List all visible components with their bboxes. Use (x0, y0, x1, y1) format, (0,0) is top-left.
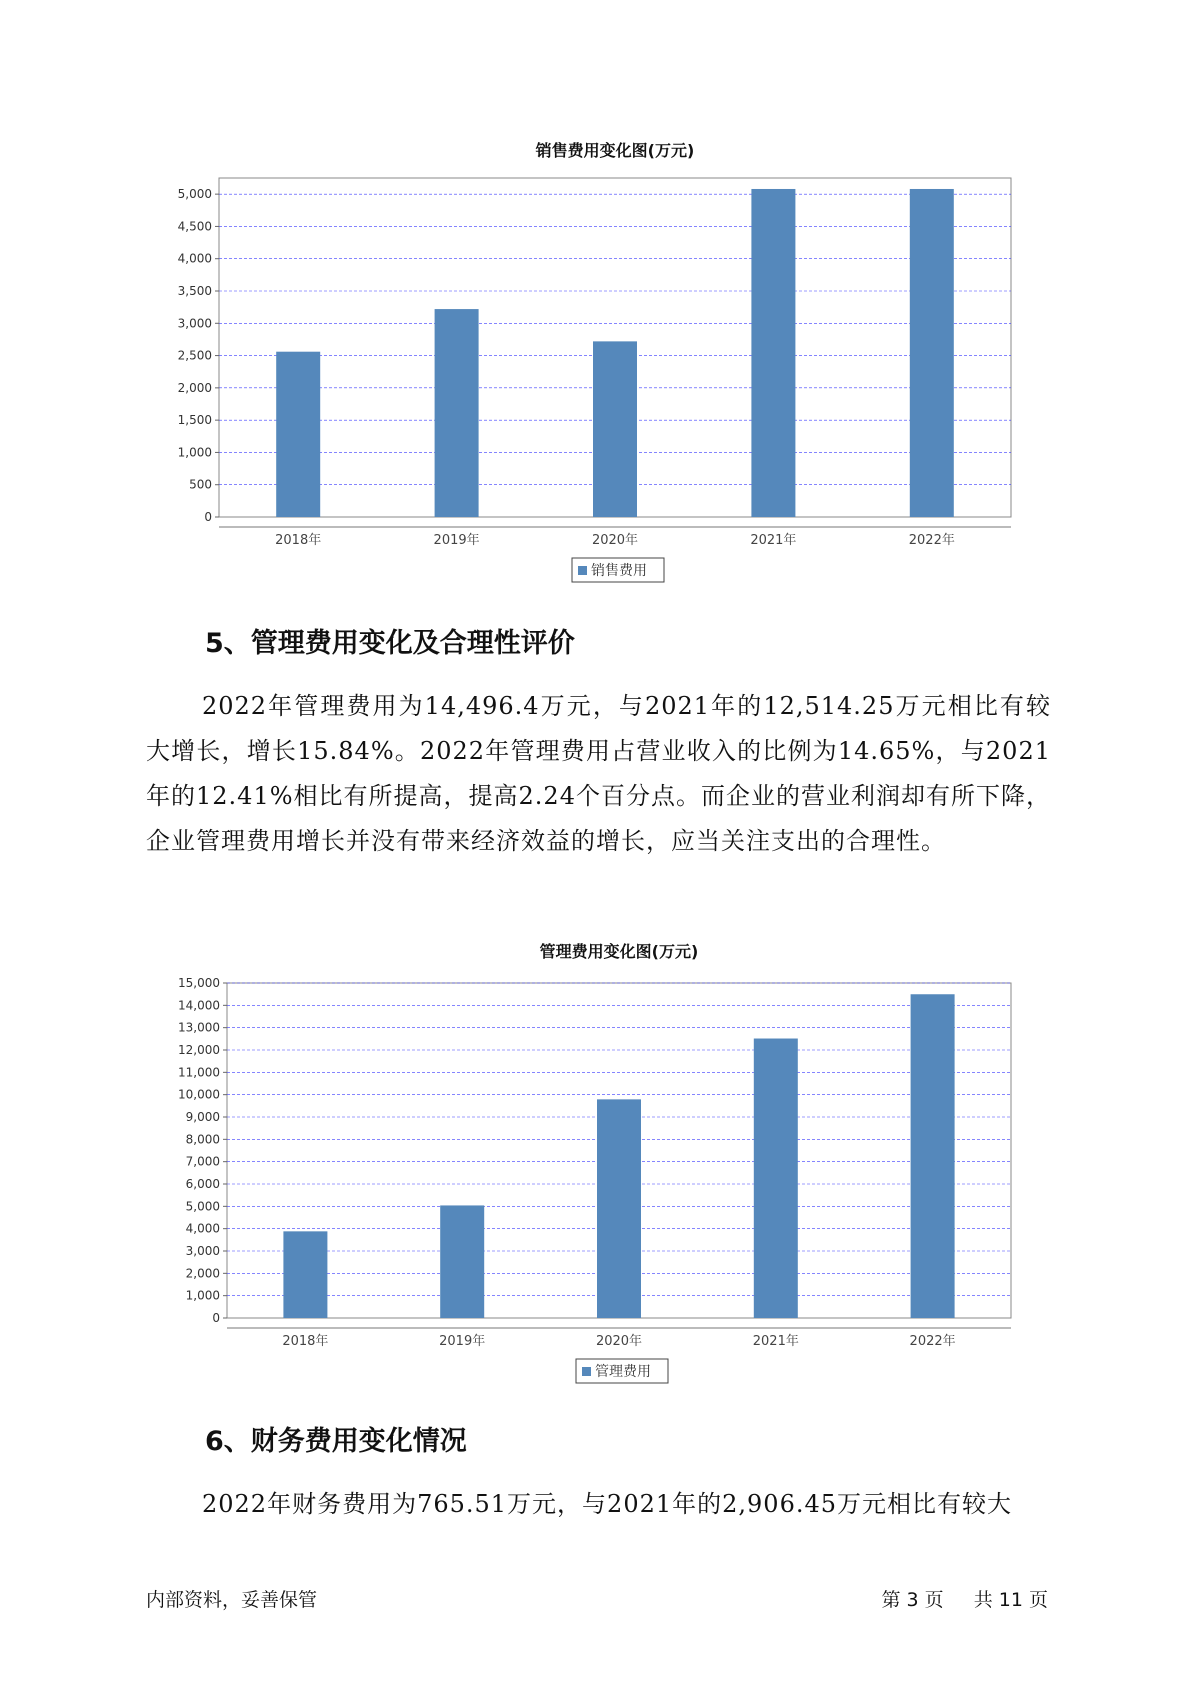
chart1-ytick-label: 4,000 (185, 1221, 220, 1236)
chart0-title: 销售费用变化图(万元) (535, 141, 695, 160)
chart1-bar-2018年 (283, 1231, 327, 1318)
chart1-xtick-label: 2021年 (752, 1334, 799, 1349)
chart0-ytick-label: 1,500 (177, 413, 212, 428)
section6-paragraph: 2022年财务费用为765.51万元，与2021年的2,906.45万元相比有较大 (202, 1490, 1013, 1518)
admin-expense-chart (0, 930, 1191, 1400)
chart0-ytick-label: 500 (189, 477, 212, 492)
chart0-ytick-label: 4,000 (177, 251, 212, 266)
chart1-xtick-label: 2020年 (595, 1334, 643, 1349)
chart0-ytick-label: 0 (204, 510, 212, 524)
total-pages: 11 (998, 1589, 1023, 1611)
chart0-ytick-label: 1,000 (177, 445, 212, 460)
page-prefix: 第 (881, 1589, 901, 1611)
chart0-legend-label: 销售费用 (591, 563, 647, 579)
chart1-ytick-label: 15,000 (178, 976, 220, 990)
chart1-legend-label: 管理费用 (595, 1364, 651, 1380)
chart1-ytick-label: 9,000 (185, 1110, 220, 1124)
chart1-ytick-label: 14,000 (178, 998, 220, 1013)
chart0-ytick-label: 5,000 (177, 187, 212, 202)
chart0-ytick-label: 3,000 (177, 316, 212, 331)
chart0-legend-swatch (578, 566, 587, 575)
chart0-xtick-label: 2021年 (750, 533, 797, 548)
chart1-xtick-label: 2019年 (439, 1334, 486, 1349)
chart1-ytick-label: 3,000 (185, 1244, 220, 1258)
chart1-ytick-label: 8,000 (185, 1132, 220, 1147)
chart0-ytick-label: 3,500 (177, 284, 212, 298)
page-number: 3 (906, 1589, 919, 1611)
chart0-ytick-label: 4,500 (177, 219, 212, 234)
chart1-ytick-label: 7,000 (185, 1154, 220, 1169)
sales-expense-chart-svg (0, 130, 1191, 600)
sales-expense-chart (0, 130, 1191, 600)
section5-heading: 5、管理费用变化及合理性评价 (205, 628, 575, 659)
chart1-ytick-label: 13,000 (178, 1020, 220, 1035)
page-unit: 页 (924, 1589, 944, 1611)
chart0-xtick-label: 2022年 (908, 533, 955, 548)
chart0-bar-2019年 (435, 309, 479, 517)
chart1-ytick-label: 5,000 (185, 1199, 220, 1214)
chart1-bar-2022年 (911, 994, 955, 1318)
chart1-ytick-label: 1,000 (185, 1288, 220, 1303)
chart1-ytick-label: 11,000 (178, 1065, 220, 1080)
chart1-ytick-label: 12,000 (178, 1043, 220, 1057)
chart0-bar-2018年 (276, 352, 320, 517)
chart0-xtick-label: 2019年 (433, 533, 480, 548)
chart0-xtick-label: 2020年 (591, 533, 639, 548)
chart0-bar-2021年 (751, 189, 795, 517)
chart1-xtick-label: 2022年 (909, 1334, 956, 1349)
admin-expense-chart-svg (0, 930, 1191, 1400)
chart1-ytick-label: 0 (212, 1311, 220, 1325)
chart1-xtick-label: 2018年 (282, 1334, 329, 1349)
chart1-ytick-label: 2,000 (185, 1266, 220, 1281)
chart1-ytick-label: 10,000 (178, 1087, 220, 1102)
chart0-bar-2022年 (910, 189, 954, 517)
chart1-legend-swatch (582, 1367, 591, 1376)
chart1-bar-2020年 (597, 1099, 641, 1318)
chart0-xtick-label: 2018年 (275, 533, 322, 548)
section6-heading: 6、财务费用变化情况 (205, 1426, 467, 1457)
chart0-ytick-label: 2,000 (177, 380, 212, 395)
chart1-ytick-label: 6,000 (185, 1177, 220, 1191)
total-prefix: 共 (973, 1589, 993, 1611)
section5-paragraph: 2022年管理费用为14,496.4万元，与2021年的12,514.25万元相比有较大增长，增长15.84%。2022年管理费用占营业收入的比例为14.65%，与2021年的12.41%相比有所提高，提高2.24个百分点。而企业的营业利润却有所下降，企业管理费用增长并没有带来经济效益的增长，应当关注支出的合理性。 (146, 692, 1051, 855)
chart0-bar-2020年 (593, 341, 637, 517)
footer-confidential-note: 内部资料，妥善保管 (146, 1589, 318, 1611)
chart1-bar-2021年 (754, 1039, 798, 1318)
chart1-bar-2019年 (440, 1205, 484, 1318)
chart1-title: 管理费用变化图(万元) (539, 942, 699, 961)
footer-page-info (878, 1585, 1051, 1612)
chart0-ytick-label: 2,500 (177, 348, 212, 363)
total-unit: 页 (1028, 1589, 1048, 1611)
